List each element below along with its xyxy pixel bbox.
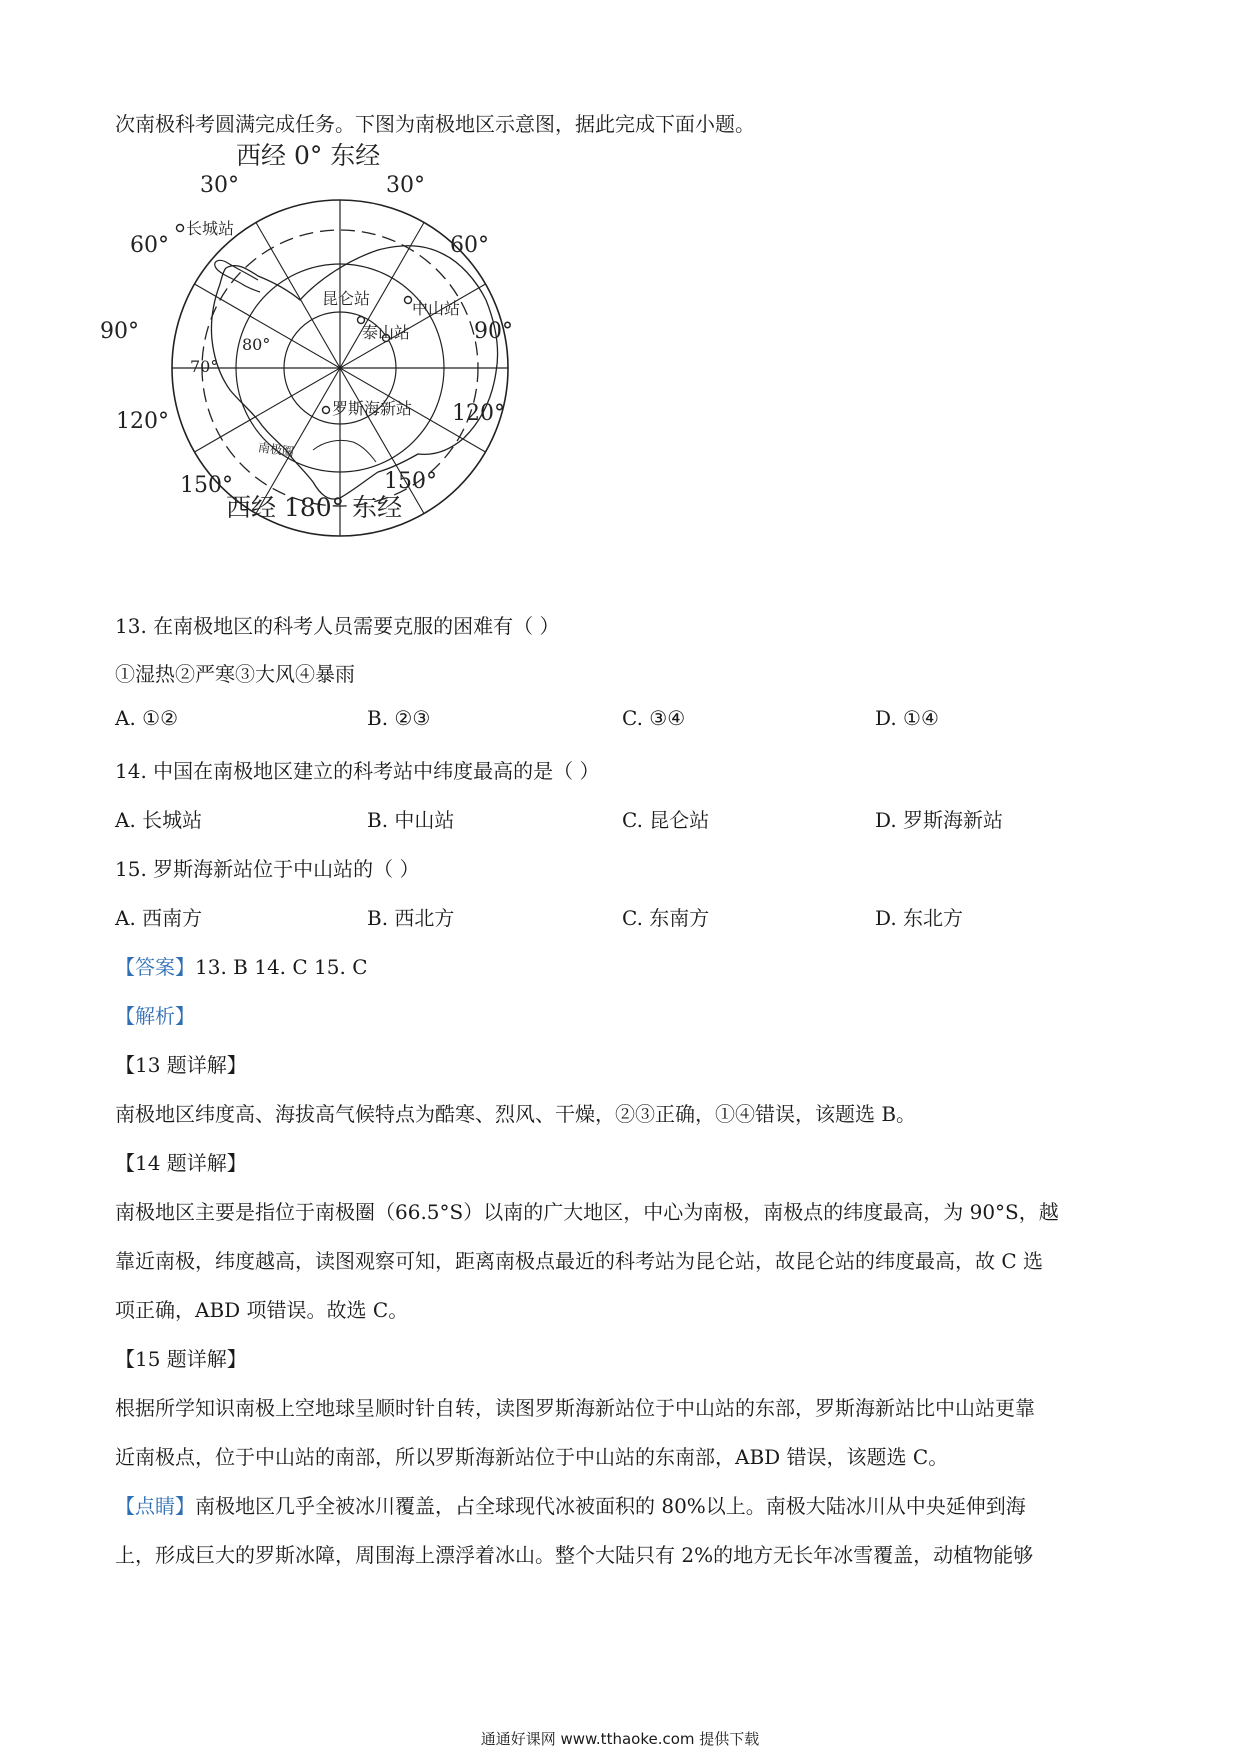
lon-label-e90: 90° — [474, 319, 513, 344]
detail-14-line-1: 南极地区主要是指位于南极圈（66.5°S）以南的广大地区，中心为南极，南极点的纬度最高，为 90°S，越 — [115, 1200, 1059, 1224]
tip-text-1: 南极地区几乎全被冰川覆盖，占全球现代冰被面积的 80%以上。南极大陆冰川从中央延伸到海 — [195, 1494, 1026, 1518]
antarctica-map — [100, 141, 588, 590]
answer-label: 【答案】 — [115, 955, 195, 979]
antarctic-circle-label: 南极圈 — [257, 440, 295, 460]
answer-line — [115, 951, 368, 980]
top-lon-label: 西经 0° 东经 — [236, 141, 381, 170]
bottom-lon-label: 西经 180° 东经 — [226, 493, 403, 522]
zhongshan-station-label: 中山站 — [412, 299, 461, 318]
question-14-option-a: A. 长城站 — [115, 808, 203, 832]
lon-label-e30: 30° — [386, 173, 425, 198]
detail-14-line-3: 项正确，ABD 项错误。故选 C。 — [115, 1298, 409, 1322]
question-13-option-a: A. ①② — [115, 706, 179, 730]
detail-13-label: 【13 题详解】 — [115, 1053, 247, 1077]
lon-label-e60: 60° — [450, 233, 489, 258]
question-14-stem: 14. 中国在南极地区建立的科考站中纬度最高的是（ ） — [115, 759, 600, 783]
question-13-sub: ①湿热②严寒③大风④暴雨 — [115, 662, 355, 686]
lon-label-w30: 30° — [200, 173, 239, 198]
detail-13-text: 南极地区纬度高、海拔高气候特点为酷寒、烈风、干燥，②③正确，①④错误，该题选 B。 — [115, 1102, 917, 1126]
taishan-station-label: 泰山站 — [362, 323, 411, 342]
ross-ice-shelf — [313, 440, 376, 462]
detail-15-line-1: 根据所学知识南极上空地球呈顺时针自转，读图罗斯海新站位于中山站的东部，罗斯海新站比中山站更靠 — [115, 1396, 1035, 1420]
kunlun-station-label: 昆仑站 — [322, 289, 371, 308]
answer-text: 13. B 14. C 15. C — [195, 955, 368, 979]
lat-label-70: 70° — [190, 357, 219, 376]
lon-label-w120: 120° — [116, 409, 169, 434]
lon-label-w150: 150° — [180, 473, 233, 498]
question-15-option-c: C. 东南方 — [622, 906, 710, 930]
lon-label-e120: 120° — [452, 401, 505, 426]
question-13-stem: 13. 在南极地区的科考人员需要克服的困难有（ ） — [115, 614, 560, 638]
intro-text: 次南极科考圆满完成任务。下图为南极地区示意图，据此完成下面小题。 — [115, 112, 755, 136]
question-15-option-b: B. 西北方 — [367, 906, 455, 930]
page-footer: 通通好课网 www.tthaoke.com 提供下载 — [480, 1730, 760, 1748]
detail-15-line-2: 近南极点，位于中山站的南部，所以罗斯海新站位于中山站的东南部，ABD 错误，该题选 C。 — [115, 1445, 949, 1469]
detail-14-line-2: 靠近南极，纬度越高，读图观察可知，距离南极点最近的科考站为昆仑站，故昆仑站的纬度最高，故 C 选 — [115, 1249, 1044, 1273]
question-14-option-c: C. 昆仑站 — [622, 808, 710, 832]
question-15-option-a: A. 西南方 — [115, 906, 203, 930]
tip-line-1 — [115, 1490, 1026, 1519]
question-14-option-b: B. 中山站 — [367, 808, 455, 832]
question-13-option-b: B. ②③ — [367, 706, 431, 730]
lon-label-w90: 90° — [100, 319, 139, 344]
luosihai-station-label: 罗斯海新站 — [332, 399, 413, 418]
changcheng-station-label: 长城站 — [186, 219, 235, 238]
question-15-stem: 15. 罗斯海新站位于中山站的（ ） — [115, 857, 420, 881]
lat-label-80: 80° — [242, 335, 271, 354]
detail-14-label: 【14 题详解】 — [115, 1151, 247, 1175]
question-13-option-c: C. ③④ — [622, 706, 686, 730]
analysis-label: 【解析】 — [115, 1004, 195, 1028]
question-14-option-d: D. 罗斯海新站 — [875, 808, 1004, 832]
question-13-option-d: D. ①④ — [875, 706, 939, 730]
question-15-option-d: D. 东北方 — [875, 906, 964, 930]
zhongshan-station-dot — [405, 297, 412, 304]
tip-label: 【点睛】 — [115, 1494, 195, 1518]
lon-label-e150: 150° — [384, 469, 437, 494]
changcheng-station-dot — [177, 225, 184, 232]
lon-label-w60: 60° — [130, 233, 169, 258]
detail-15-label: 【15 题详解】 — [115, 1347, 247, 1371]
tip-line-2: 上，形成巨大的罗斯冰障，周围海上漂浮着冰山。整个大陆只有 2%的地方无长年冰雪覆盖，动植物能够 — [115, 1543, 1034, 1567]
luosihai-station-dot — [323, 407, 330, 414]
antarctica-coastline — [211, 246, 497, 499]
